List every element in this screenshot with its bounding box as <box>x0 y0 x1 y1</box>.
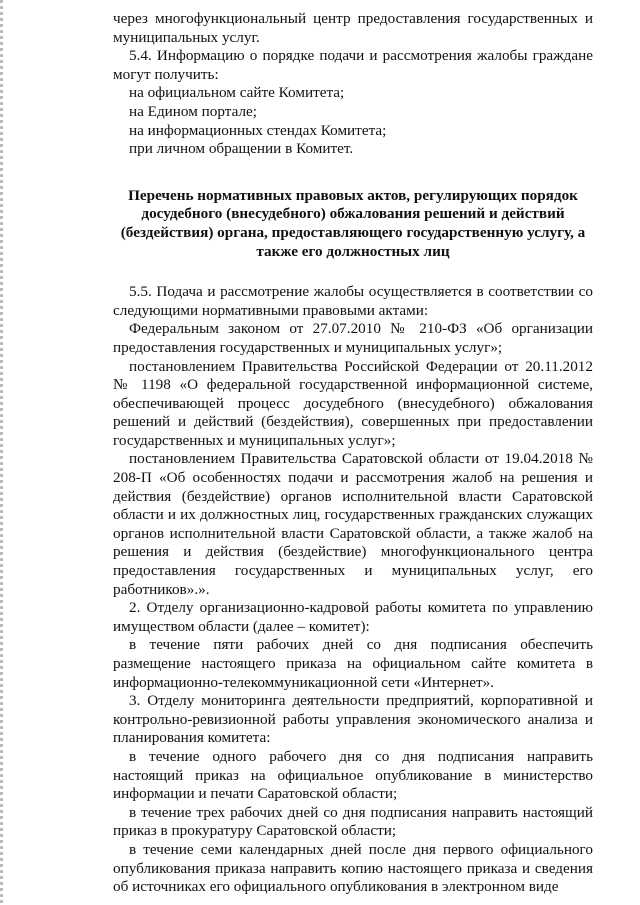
law-item-1: Федеральным законом от 27.07.2010 № 210-ФЗ «Об организации предоставления государственных и муниципальных услуг»; <box>113 320 593 356</box>
paragraph-3-item-1: в течение одного рабочего дня со дня подписания направить настоящий приказ на официальное опубликование в министерство информации и печати Саратовской области; <box>113 747 593 803</box>
document-body <box>113 10 593 897</box>
info-source-2: на Едином портале; <box>129 102 257 120</box>
law-item-2: постановлением Правительства Российской Федерации от 20.11.2012 № 1198 «О федеральной государственной информационной системе, обеспечивающей процесс досудебного (внесудебного) обжалования решений и действий (бездействия), совершенных при предоставлении государственных и муниципальных услуг»; <box>113 357 593 449</box>
paragraph-3-item-3: в течение семи календарных дней после дня первого официального опубликования приказа направить копию настоящего приказа и сведения об источниках его официального опубликования в электронном виде <box>113 840 593 896</box>
info-source-4: при личном обращении в Комитет. <box>129 140 354 158</box>
paragraph-2: 2. Отделу организационно-кадровой работы комитета по управлению имуществом области (далее – комитет): <box>113 599 593 635</box>
paragraph-3-item-2: в течение трех рабочих дней со дня подписания направить настоящий приказ в прокуратуру Саратовской области; <box>113 803 593 840</box>
paragraph-5-4: 5.4. Информацию о порядке подачи и рассмотрения жалобы граждане могут получить: <box>113 47 593 83</box>
info-source-1: на официальном сайте Комитета; <box>129 84 345 102</box>
law-item-3: постановлением Правительства Саратовской области от 19.04.2018 № 208-П «Об особенностях подачи и рассмотрения жалоб на решения и действия (бездействие) органов исполнительной власти Саратовской области и их должностных лиц, государственных гражданских служащих органов исполнительной власти Саратовской области, а также жалоб на решения и действия (бездействие) многофункционального центра предоставления государственных и муниципальных услуг, его работников».». <box>113 450 593 598</box>
scan-edge <box>0 0 3 905</box>
paragraph-3: 3. Отделу мониторинга деятельности предприятий, корпоративной и контрольно-ревизионной работы управления экономического анализа и планирования комитета: <box>113 692 593 747</box>
paragraph-continuation: через многофункциональный центр предоставления государственных и муниципальных услуг. <box>113 10 593 46</box>
paragraph-2-item: в течение пяти рабочих дней со дня подписания обеспечить размещение настоящего приказа на официальном сайте комитета в информационно-телекоммуникационной сети «Интернет». <box>113 636 593 691</box>
paragraph-5-5: 5.5. Подача и рассмотрение жалобы осуществляется в соответствии со следующими нормативными правовыми актами: <box>113 283 593 319</box>
section-heading: Перечень нормативных правовых актов, регулирующих порядок досудебного (внесудебного) обжалования решений и действий (бездействия) органа, предоставляющего государственную услугу, а также его должностных лиц <box>120 186 586 260</box>
info-source-3: на информационных стендах Комитета; <box>129 121 387 139</box>
